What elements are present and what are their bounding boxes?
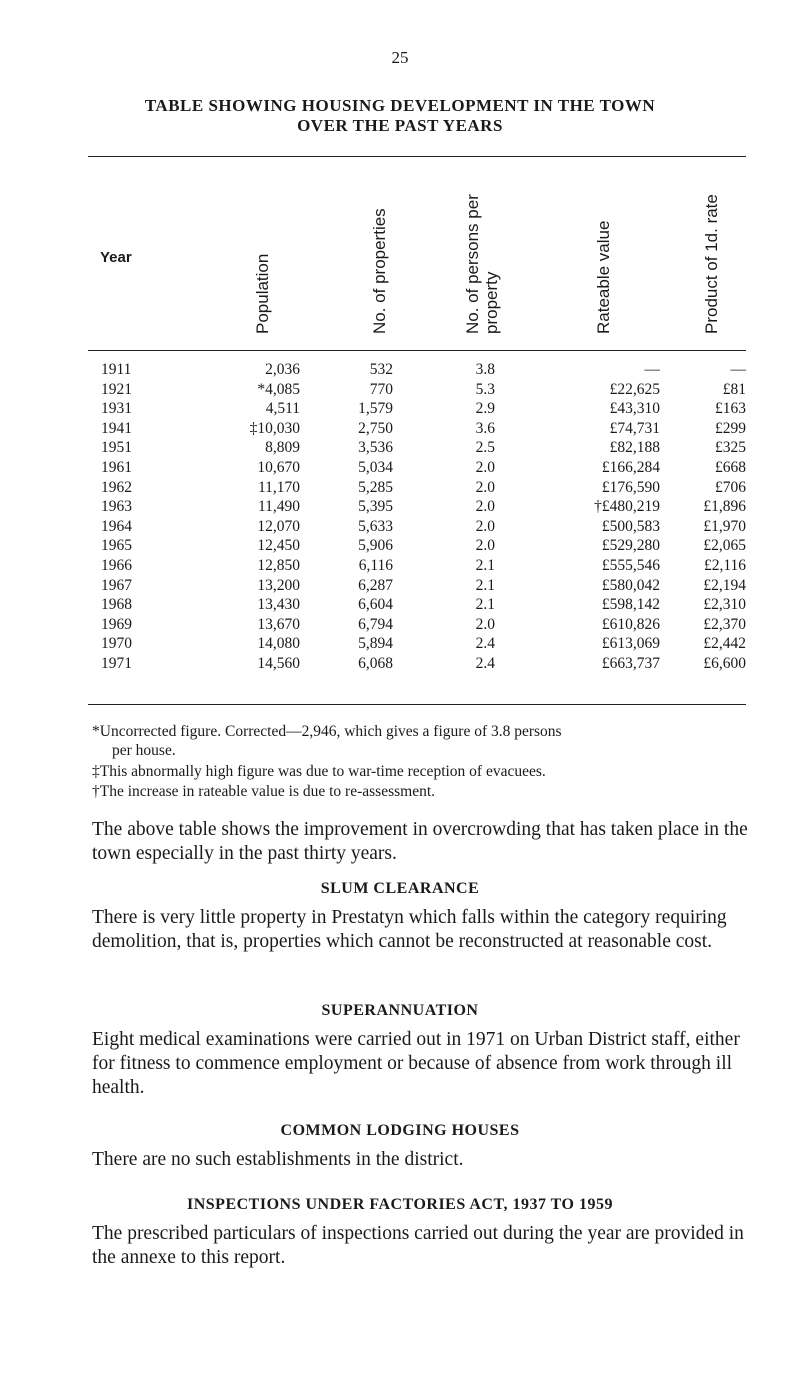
paragraph-common-lodging-houses: There are no such establishments in the district. [92,1149,464,1170]
cell-product: £325 [715,439,746,457]
footnote-uncorrected-text: *Uncorrected figure. Corrected—2,946, which gives a figure of 3.8 persons [92,723,562,740]
cell-properties: 770 [369,380,393,398]
cell-population: 12,450 [257,537,300,555]
cell-population: *4,085 [257,380,300,398]
cell-rateable-value: £166,284 [601,458,660,476]
cell-properties: 532 [369,361,393,378]
cell-properties: 1,579 [358,400,393,418]
cell-product: £81 [722,380,746,398]
cell-population: ‡10,030 [249,419,300,437]
cell-population: 13,670 [257,615,300,633]
table-row [0,596,800,616]
cell-rateable-value: £43,310 [609,400,660,418]
table-row [0,537,800,557]
cell-rateable-value: £555,546 [601,556,660,574]
cell-rateable-value: £82,188 [609,439,660,457]
cell-persons-per-property: 3.6 [475,419,495,437]
paragraph-overcrowding: The above table shows the improvement in overcrowding that has taken place in the town especially in the past thirty years. [92,819,748,864]
cell-persons-per-property: 2.4 [475,654,495,672]
column-header-persons-per-property: No. of persons per property [463,194,501,334]
footnote-uncorrected [92,722,752,760]
cell-year: 1969 [101,615,132,633]
cell-product: £706 [715,478,746,496]
cell-product: — [730,361,746,378]
heading-factories-act: INSPECTIONS UNDER FACTORIES ACT, 1937 TO 1959 [187,1196,613,1213]
cell-population: 2,036 [265,361,300,378]
cell-persons-per-property: 5.3 [475,380,495,398]
column-header-properties: No. of properties [370,208,389,334]
cell-product: £668 [715,458,746,476]
cell-persons-per-property: 2.0 [475,458,495,476]
cell-rateable-value: £598,142 [601,596,660,614]
cell-persons-per-property: 2.0 [475,537,495,555]
cell-population: 13,200 [257,576,300,594]
table-row [0,557,800,577]
cell-properties: 5,285 [358,478,393,496]
cell-population: 12,850 [257,556,300,574]
page-number: 25 [391,48,409,67]
cell-population: 4,511 [265,400,300,418]
cell-year: 1966 [101,556,132,574]
cell-rateable-value: £74,731 [609,419,660,437]
table-row [0,635,800,655]
table-row [0,498,800,518]
cell-persons-per-property: 2.0 [475,478,495,496]
footnote-abnormal: ‡This abnormally high figure was due to war-time reception of evacuees. [92,763,546,780]
cell-year: 1931 [101,400,132,418]
cell-properties: 6,794 [358,615,393,633]
cell-properties: 5,894 [358,635,393,653]
table-subtitle: OVER THE PAST YEARS [297,116,503,135]
cell-rateable-value: £529,280 [601,537,660,555]
cell-year: 1968 [101,596,132,614]
table-bottom-rule [88,704,746,705]
cell-persons-per-property: 2.1 [475,596,495,614]
cell-product: £2,065 [703,537,746,555]
cell-properties: 6,604 [358,596,393,614]
table-row [0,655,800,675]
cell-persons-per-property: 2.0 [475,517,495,535]
cell-year: 1911 [101,361,132,378]
cell-population: 11,170 [257,478,300,496]
cell-product: £299 [715,419,746,437]
cell-population: 10,670 [257,458,300,476]
table-row [0,400,800,420]
cell-year: 1963 [101,498,132,516]
table-row [0,361,800,381]
cell-product: £2,442 [703,635,746,653]
cell-properties: 6,287 [358,576,393,594]
footnote-increase: †The increase in rateable value is due to re-assessment. [92,783,436,800]
cell-properties: 3,536 [358,439,393,457]
cell-properties: 6,116 [358,556,393,574]
column-header-product: Product of 1d. rate [702,194,721,334]
cell-rateable-value: £22,625 [609,380,660,398]
cell-year: 1941 [101,419,132,437]
cell-product: £1,896 [703,498,746,516]
table-row [0,577,800,597]
cell-population: 8,809 [265,439,300,457]
cell-product: £2,194 [703,576,746,594]
cell-population: 11,490 [257,498,300,516]
cell-persons-per-property: 2.1 [475,576,495,594]
cell-persons-per-property: 2.4 [475,635,495,653]
table-row [0,459,800,479]
cell-population: 12,070 [257,517,300,535]
cell-year: 1971 [101,654,132,672]
cell-population: 14,560 [257,654,300,672]
cell-year: 1967 [101,576,132,594]
cell-rateable-value: £610,826 [601,615,660,633]
cell-properties: 5,034 [358,458,393,476]
column-header-year: Year [100,249,132,266]
cell-rateable-value: £663,737 [601,654,660,672]
cell-persons-per-property: 2.1 [475,556,495,574]
paragraph-slum-clearance: There is very little property in Prestatyn which falls within the category requiring demolition, that is, properties which cannot be reconstructed at reasonable cost. [92,907,727,952]
cell-year: 1961 [101,458,132,476]
cell-year: 1921 [101,380,132,398]
cell-rateable-value: †£480,219 [594,498,660,516]
cell-persons-per-property: 2.5 [475,439,495,457]
cell-rateable-value: £176,590 [601,478,660,496]
cell-persons-per-property: 2.0 [475,498,495,516]
cell-year: 1965 [101,537,132,555]
table-row [0,518,800,538]
cell-properties: 5,633 [358,517,393,535]
table-row [0,616,800,636]
cell-properties: 2,750 [358,419,393,437]
cell-population: 14,080 [257,635,300,653]
table-body [0,361,800,675]
heading-superannuation: SUPERANNUATION [321,1002,479,1019]
cell-year: 1964 [101,517,132,535]
heading-slum-clearance: SLUM CLEARANCE [320,880,480,897]
cell-persons-per-property: 2.9 [475,400,495,418]
cell-product: £2,116 [703,556,746,574]
cell-persons-per-property: 3.8 [475,361,495,378]
cell-product: £2,370 [703,615,746,633]
table-top-rule [88,156,746,157]
cell-product: £1,970 [703,517,746,535]
paragraph-factories-act: The prescribed particulars of inspections carried out during the year are provided in the annexe to this report. [92,1223,744,1268]
table-row [0,381,800,401]
heading-common-lodging-houses: COMMON LODGING HOUSES [280,1122,520,1139]
cell-properties: 6,068 [358,654,393,672]
cell-product: £163 [715,400,746,418]
cell-properties: 5,906 [358,537,393,555]
table-row [0,420,800,440]
table-header-rule [88,350,746,351]
cell-product: £6,600 [703,654,746,672]
cell-rateable-value: £580,042 [601,576,660,594]
cell-rateable-value: £613,069 [601,635,660,653]
cell-rateable-value: — [644,361,660,378]
cell-year: 1962 [101,478,132,496]
cell-year: 1951 [101,439,132,457]
cell-year: 1970 [101,635,132,653]
cell-population: 13,430 [257,596,300,614]
cell-persons-per-property: 2.0 [475,615,495,633]
cell-properties: 5,395 [358,498,393,516]
table-row [0,479,800,499]
column-header-population: Population [253,253,272,334]
column-header-rateable-value: Rateable value [594,220,613,334]
paragraph-superannuation: Eight medical examinations were carried out in 1971 on Urban District staff, either for fitness to commence employment or because of absence from work through ill health. [92,1029,740,1098]
table-title: TABLE SHOWING HOUSING DEVELOPMENT IN THE TOWN [144,96,656,115]
footnote-uncorrected-cont: per house. [112,742,176,759]
cell-product: £2,310 [703,596,746,614]
table-row [0,439,800,459]
cell-rateable-value: £500,583 [601,517,660,535]
